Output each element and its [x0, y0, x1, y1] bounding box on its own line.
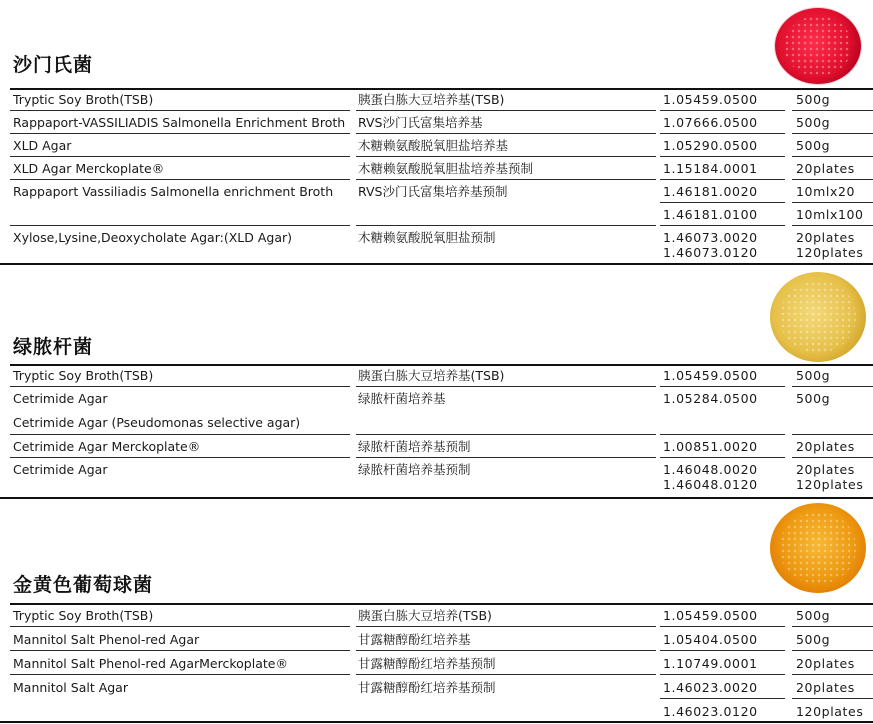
- pack-size-line: 120plates: [796, 245, 864, 260]
- row-divider: [660, 156, 785, 157]
- catalog-number: 1.46023.0120: [663, 704, 758, 719]
- row-divider: [660, 202, 785, 203]
- product-name-zh: 绿脓杆菌培养基预制: [358, 439, 471, 454]
- product-name-zh: 绿脓杆菌培养基: [358, 391, 446, 406]
- product-name-zh: 甘露糖醇酚红培养基预制: [358, 656, 496, 671]
- row-divider: [660, 626, 785, 627]
- pack-size: 120plates: [796, 704, 864, 719]
- row-divider: [10, 179, 350, 180]
- catalog-number: 1.05404.0500: [663, 632, 758, 647]
- section-bottom-rule: [0, 263, 873, 265]
- row-divider: [792, 110, 873, 111]
- row-divider: [10, 674, 350, 675]
- section-top-rule: [10, 603, 873, 605]
- red-agar-plate-icon: [775, 8, 861, 84]
- row-divider: [792, 698, 873, 699]
- pack-size: [796, 230, 863, 260]
- row-divider: [10, 110, 350, 111]
- catalog-number: 1.05284.0500: [663, 391, 758, 406]
- catalog-number: 1.46023.0020: [663, 680, 758, 695]
- row-divider: [10, 626, 350, 627]
- section-top-rule: [10, 88, 873, 90]
- row-divider: [356, 434, 656, 435]
- catalog-number: 1.05459.0500: [663, 608, 758, 623]
- catalog-number: [663, 230, 758, 260]
- pack-size: [796, 462, 863, 492]
- pack-size: 10mlx20: [796, 184, 856, 199]
- row-divider: [792, 674, 873, 675]
- product-name-en: Tryptic Soy Broth(TSB): [13, 368, 154, 383]
- row-divider: [660, 674, 785, 675]
- pack-size: 500g: [796, 632, 831, 647]
- row-divider: [356, 626, 656, 627]
- row-divider: [356, 110, 656, 111]
- pack-size: 500g: [796, 368, 831, 383]
- row-divider: [10, 650, 350, 651]
- pack-size: 20plates: [796, 161, 855, 176]
- row-divider: [356, 156, 656, 157]
- pack-size: 500g: [796, 391, 831, 406]
- product-name-en: Rappaport-VASSILIADIS Salmonella Enrichment Broth: [13, 115, 346, 130]
- product-name-en: Mannitol Salt Phenol-red AgarMerckoplate®: [13, 656, 288, 671]
- product-name-en: Cetrimide Agar Merckoplate®: [13, 439, 201, 454]
- row-divider: [792, 156, 873, 157]
- section-top-rule: [10, 364, 873, 366]
- pack-size: 20plates: [796, 656, 855, 671]
- product-name-zh: 甘露糖醇酚红培养基预制: [358, 680, 496, 695]
- pack-size: 500g: [796, 138, 831, 153]
- pack-size: 20plates: [796, 439, 855, 454]
- orange-agar-plate-icon: [770, 503, 866, 593]
- row-divider: [792, 650, 873, 651]
- yellow-agar-plate-icon: [770, 272, 866, 362]
- catalog-number: 1.00851.0020: [663, 439, 758, 454]
- row-divider: [792, 133, 873, 134]
- row-divider: [660, 133, 785, 134]
- pack-size: 10mlx100: [796, 207, 864, 222]
- catalog-number: 1.05459.0500: [663, 92, 758, 107]
- product-name-en: Xylose,Lysine,Deoxycholate Agar:(XLD Agar): [13, 230, 292, 245]
- row-divider: [660, 110, 785, 111]
- row-divider: [792, 457, 873, 458]
- catalog-number: 1.10749.0001: [663, 656, 758, 671]
- product-name-en: Tryptic Soy Broth(TSB): [13, 92, 154, 107]
- catalog-number-line: 1.46048.0120: [663, 477, 758, 492]
- section-title-pseudomonas: 绿脓杆菌: [13, 336, 94, 358]
- row-divider: [356, 650, 656, 651]
- row-divider: [10, 133, 350, 134]
- pack-size-line: 120plates: [796, 477, 864, 492]
- product-name-zh: 胰蛋白胨大豆培养基(TSB): [358, 368, 505, 383]
- catalog-number: 1.46181.0020: [663, 184, 758, 199]
- product-name-zh: 木糖赖氨酸脱氧胆盐培养基预制: [358, 161, 534, 176]
- catalog-number: 1.07666.0500: [663, 115, 758, 130]
- pack-size: 500g: [796, 608, 831, 623]
- pack-size: 500g: [796, 115, 831, 130]
- catalog-number: 1.15184.0001: [663, 161, 758, 176]
- product-name-zh: 胰蛋白胨大豆培养(TSB): [358, 608, 492, 623]
- row-divider: [356, 133, 656, 134]
- section-bottom-rule: [0, 721, 873, 723]
- product-name-zh: RVS沙门氏富集培养基: [358, 115, 483, 130]
- product-name-zh: 绿脓杆菌培养基预制: [358, 462, 471, 477]
- pack-size: 500g: [796, 92, 831, 107]
- row-divider: [10, 457, 350, 458]
- product-name-zh: 木糖赖氨酸脱氧胆盐培养基: [358, 138, 509, 153]
- row-divider: [660, 650, 785, 651]
- row-divider: [356, 674, 656, 675]
- row-divider: [356, 457, 656, 458]
- row-divider: [660, 386, 785, 387]
- row-divider: [792, 225, 873, 226]
- product-name-en: Cetrimide Agar: [13, 462, 108, 477]
- product-name-en: Mannitol Salt Agar: [13, 680, 128, 695]
- row-divider: [660, 225, 785, 226]
- row-divider: [792, 202, 873, 203]
- product-name-zh: 甘露糖醇酚红培养基: [358, 632, 471, 647]
- product-name-zh: 胰蛋白胨大豆培养基(TSB): [358, 92, 505, 107]
- catalog-number-line: 1.46048.0020: [663, 462, 758, 477]
- catalog-number-line: 1.46073.0020: [663, 230, 758, 245]
- catalog-number: 1.46181.0100: [663, 207, 758, 222]
- catalog-number-line: 1.46073.0120: [663, 245, 758, 260]
- catalog-number: [663, 462, 758, 492]
- row-divider: [792, 179, 873, 180]
- section-bottom-rule: [0, 497, 873, 499]
- product-name-en: Cetrimide Agar (Pseudomonas selective agar): [13, 415, 301, 430]
- product-name-en: Rappaport Vassiliadis Salmonella enrichment Broth: [13, 184, 334, 199]
- row-divider: [792, 386, 873, 387]
- product-name-en: XLD Agar Merckoplate®: [13, 161, 165, 176]
- catalog-number: 1.05459.0500: [663, 368, 758, 383]
- row-divider: [356, 386, 656, 387]
- section-title-staphylococcus: 金黄色葡萄球菌: [13, 574, 154, 596]
- row-divider: [356, 179, 656, 180]
- pack-size-line: 20plates: [796, 230, 855, 245]
- row-divider: [10, 225, 350, 226]
- product-name-en: Cetrimide Agar: [13, 391, 108, 406]
- product-name-zh: RVS沙门氏富集培养基预制: [358, 184, 508, 199]
- row-divider: [792, 434, 873, 435]
- pack-size-line: 20plates: [796, 462, 855, 477]
- product-name-zh: 木糖赖氨酸脱氧胆盐预制: [358, 230, 496, 245]
- row-divider: [10, 434, 350, 435]
- row-divider: [10, 156, 350, 157]
- row-divider: [660, 434, 785, 435]
- row-divider: [660, 698, 785, 699]
- row-divider: [356, 225, 656, 226]
- pack-size: 20plates: [796, 680, 855, 695]
- row-divider: [660, 457, 785, 458]
- row-divider: [10, 386, 350, 387]
- row-divider: [792, 626, 873, 627]
- product-name-en: Mannitol Salt Phenol-red Agar: [13, 632, 200, 647]
- product-name-en: XLD Agar: [13, 138, 72, 153]
- product-name-en: Tryptic Soy Broth(TSB): [13, 608, 154, 623]
- catalog-number: 1.05290.0500: [663, 138, 758, 153]
- row-divider: [660, 179, 785, 180]
- section-title-salmonella: 沙门氏菌: [13, 54, 94, 76]
